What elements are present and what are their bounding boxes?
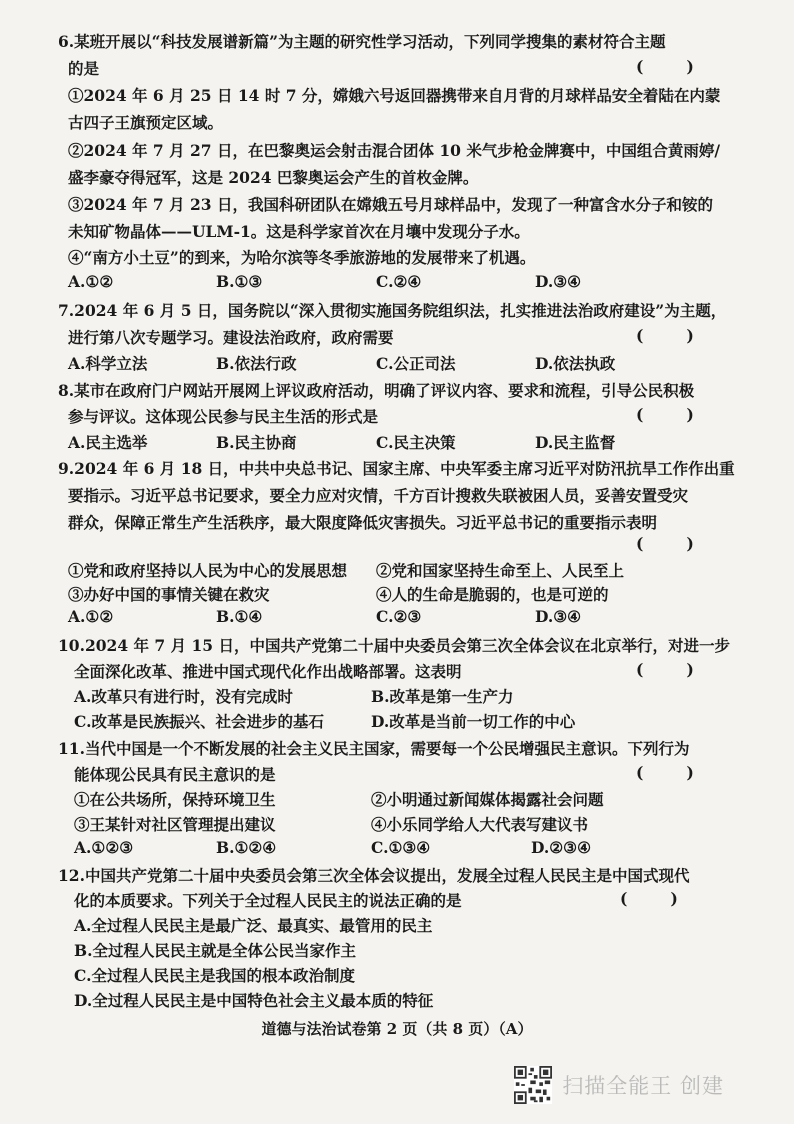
answer-bracket: ( ): [636, 534, 694, 553]
q8-option-b: B.民主协商: [216, 433, 297, 452]
q8-option-c: C.民主决策: [376, 433, 456, 452]
q7-line-2: 进行第八次专题学习。建设法治政府，政府需要: [68, 328, 394, 347]
q11-statement-3: ③王某针对社区管理提出建议: [74, 815, 276, 834]
q10-option-c: C.改革是民族振兴、社会进步的基石: [74, 712, 324, 731]
q11-option-b: B.①②④: [216, 838, 277, 857]
q9-option-d: D.③④: [535, 607, 582, 626]
q12-option-d: D.全过程人民民主是中国特色社会主义最本质的特征: [74, 991, 434, 1010]
q9-line-3: 群众，保障正常生产生活秩序，最大限度降低灾害损失。习近平总书记的重要指示表明: [68, 513, 658, 532]
q9-statement-1: ①党和政府坚持以人民为中心的发展思想: [68, 561, 348, 580]
scanner-watermark: [514, 1066, 724, 1104]
q6-statement-1a: ①2024 年 6 月 25 日 14 时 7 分，嫦娥六号返回器携带来自月背的月球样品安全着陆在内蒙: [68, 86, 721, 105]
q8-option-d: D.民主监督: [535, 433, 616, 452]
q6-line-1: 6.某班开展以“科技发展谱新篇”为主题的研究性学习活动，下列同学搜集的素材符合主题: [58, 32, 666, 51]
q6-statement-3a: ③2024 年 7 月 23 日，我国科研团队在嫦娥五号月球样品中，发现了一种富含水分子和铵的: [68, 195, 713, 214]
q6-statement-1b: 古四子王旗预定区域。: [68, 113, 224, 132]
q11-line-2: 能体现公民具有民主意识的是: [74, 765, 276, 784]
q10-option-d: D.改革是当前一切工作的中心: [371, 712, 576, 731]
q9-line-2: 要指示。习近平总书记要求，要全力应对灾情，千方百计搜救失联被困人员，妥善安置受灾: [68, 486, 689, 505]
q8-line-1: 8.某市在政府门户网站开展网上评议政府活动，明确了评议内容、要求和流程，引导公民积极: [58, 381, 695, 400]
answer-bracket: ( ): [636, 660, 694, 679]
q6-line-2: 的是: [68, 59, 100, 78]
q6-statement-4: ④“南方小土豆”的到来，为哈尔滨等冬季旅游地的发展带来了机遇。: [68, 248, 536, 267]
page-footer: 道德与法治试卷第 2 页（共 8 页）（A）: [261, 1020, 533, 1038]
q6-statement-3b: 未知矿物晶体——ULM-1。这是科学家首次在月壤中发现分子水。: [68, 222, 530, 241]
q9-option-a: A.①②: [68, 607, 114, 626]
q9-option-b: B.①④: [216, 607, 263, 626]
q12-option-c: C.全过程人民民主是我国的根本政治制度: [74, 966, 355, 985]
q12-option-b: B.全过程人民民主就是全体公民当家作主: [74, 941, 356, 960]
q11-statement-2: ②小明通过新闻媒体揭露社会问题: [371, 790, 604, 809]
watermark-text: 扫描全能王 创建: [562, 1074, 724, 1098]
q11-statement-4: ④小乐同学给人大代表写建议书: [371, 815, 589, 834]
q12-line-1: 12.中国共产党第二十届中央委员会第三次全体会议提出，发展全过程人民民主是中国式现代: [58, 866, 690, 885]
q11-option-c: C.①③④: [371, 838, 431, 857]
q11-line-1: 11.当代中国是一个不断发展的社会主义民主国家，需要每一个公民增强民主意识。下列行为: [58, 739, 690, 758]
q6-statement-2b: 盛李豪夺得冠军，这是 2024 巴黎奥运会产生的首枚金牌。: [68, 168, 479, 187]
q7-option-c: C.公正司法: [376, 354, 456, 373]
q12-option-a: A.全过程人民民主是最广泛、最真实、最管用的民主: [74, 916, 433, 935]
q7-option-b: B.依法行政: [216, 354, 297, 373]
q8-option-a: A.民主选举: [68, 433, 148, 452]
q10-option-b: B.改革是第一生产力: [371, 687, 514, 706]
q10-line-2: 全面深化改革、推进中国式现代化作出战略部署。这表明: [74, 662, 462, 681]
q9-statement-4: ④人的生命是脆弱的，也是可逆的: [376, 585, 609, 604]
qr-code-icon: [514, 1066, 552, 1104]
q10-line-1: 10.2024 年 7 月 15 日，中国共产党第二十届中央委员会第三次全体会议在北京举行，对进一步: [58, 636, 730, 655]
q6-statement-2a: ②2024 年 7 月 27 日，在巴黎奥运会射击混合团体 10 米气步枪金牌赛中，中国组合黄雨婷/: [68, 141, 721, 160]
q6-option-b: B.①③: [216, 272, 263, 291]
q11-option-d: D.②③④: [531, 838, 591, 857]
q11-option-a: A.①②③: [74, 838, 134, 857]
q7-line-1: 7.2024 年 6 月 5 日，国务院以“深入贯彻实施国务院组织法，扎实推进法治政府建设”为主题，: [58, 301, 727, 320]
q9-statement-3: ③办好中国的事情关键在救灾: [68, 585, 270, 604]
q7-option-a: A.科学立法: [68, 354, 148, 373]
q6-option-a: A.①②: [68, 272, 114, 291]
q6-option-d: D.③④: [535, 272, 582, 291]
q10-option-a: A.改革只有进行时，没有完成时: [74, 687, 293, 706]
answer-bracket: ( ): [636, 763, 694, 782]
answer-bracket: ( ): [636, 57, 694, 76]
q6-option-c: C.②④: [376, 272, 422, 291]
q8-line-2: 参与评议。这体现公民参与民主生活的形式是: [68, 407, 379, 426]
q12-line-2: 化的本质要求。下列关于全过程人民民主的说法正确的是: [74, 891, 462, 910]
answer-bracket: ( ): [636, 326, 694, 345]
q7-option-d: D.依法执政: [535, 354, 616, 373]
q11-statement-1: ①在公共场所，保持环境卫生: [74, 790, 276, 809]
answer-bracket: ( ): [636, 405, 694, 424]
q9-line-1: 9.2024 年 6 月 18 日，中共中央总书记、国家主席、中央军委主席习近平对防汛抗旱工作作出重: [58, 459, 735, 478]
q9-statement-2: ②党和国家坚持生命至上、人民至上: [376, 561, 625, 580]
q9-option-c: C.②③: [376, 607, 422, 626]
answer-bracket: ( ): [620, 889, 678, 908]
